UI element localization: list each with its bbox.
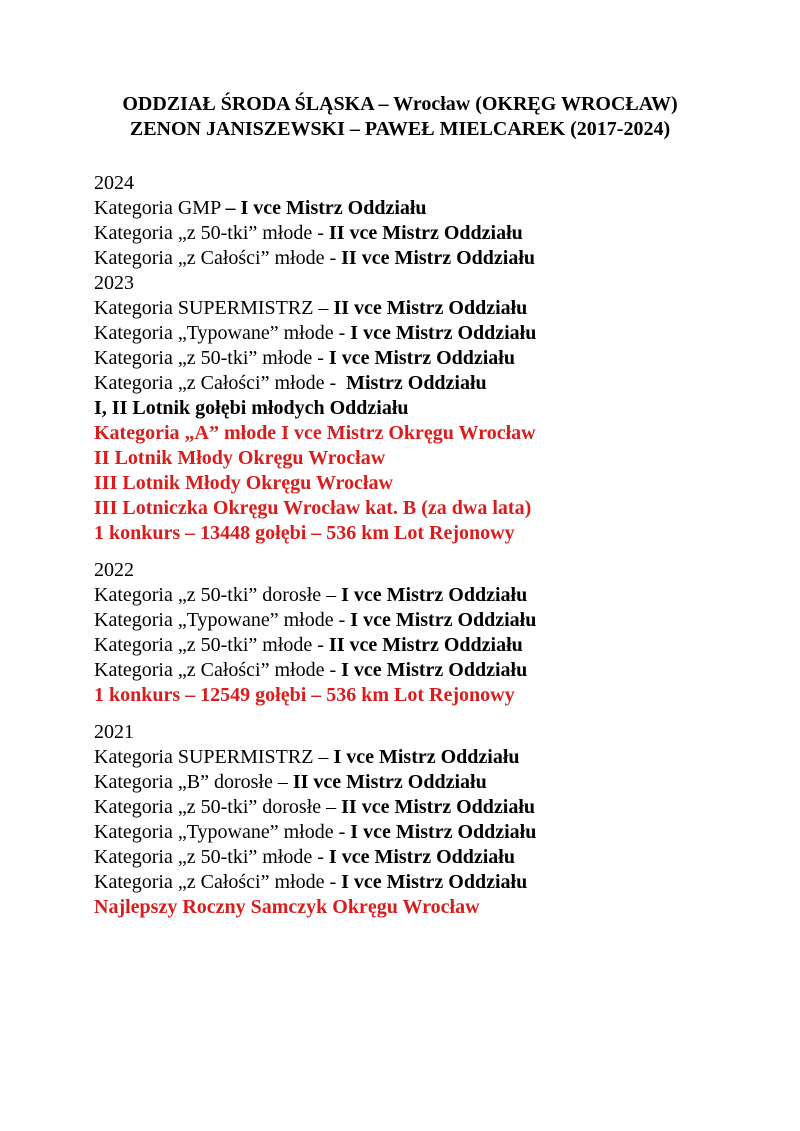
achievement-line <box>94 396 706 421</box>
line-regular-text: Kategoria „z 50-tki” młode - <box>94 634 329 656</box>
achievement-line <box>94 521 706 546</box>
line-bold-text: I vce Mistrz Oddziału <box>341 659 528 681</box>
line-regular-text: Kategoria GMP <box>94 197 226 219</box>
line-bold-text: I vce Mistrz Oddziału <box>350 322 537 344</box>
line-bold-text: II vce Mistrz Oddziału <box>328 222 523 244</box>
line-bold-text: I vce Mistrz Oddziału <box>350 821 537 843</box>
line-bold-text: III Lotnik Młody Okręgu Wrocław <box>94 472 393 494</box>
achievement-line <box>94 371 706 396</box>
line-bold-text: – I vce Mistrz Oddziału <box>225 197 427 219</box>
line-regular-text: Kategoria „z Całości” młode - <box>94 659 342 681</box>
line-bold-text: I vce Mistrz Oddziału <box>328 846 515 868</box>
year-heading: 2022 <box>94 559 134 581</box>
achievement-line <box>94 446 706 471</box>
achievement-line <box>94 321 706 346</box>
line-regular-text: Kategoria „z 50-tki” młode - <box>94 846 329 868</box>
year-heading: 2024 <box>94 172 134 194</box>
achievement-line <box>94 745 706 770</box>
line-regular-text: Kategoria „z Całości” młode - <box>94 247 342 269</box>
achievement-line <box>94 196 706 221</box>
line-bold-text: II vce Mistrz Oddziału <box>341 247 535 269</box>
year-heading: 2023 <box>94 272 134 294</box>
year-section-2024 <box>94 171 706 271</box>
line-regular-text: Kategoria „z 50-tki” dorosłe – <box>94 796 342 818</box>
line-regular-text: Kategoria „Typowane” młode - <box>94 609 351 631</box>
line-bold-text: II vce Mistrz Oddziału <box>292 771 487 793</box>
achievement-line <box>94 870 706 895</box>
document-title-line-1: ODDZIAŁ ŚRODA ŚLĄSKA – Wrocław (OKRĘG WROCŁAW) <box>122 93 678 115</box>
line-regular-text: Kategoria „B” dorosłe – <box>94 771 293 793</box>
achievement-line <box>94 421 706 446</box>
line-regular-text: Kategoria „z Całości” młode - <box>94 871 342 893</box>
achievement-line <box>94 246 706 271</box>
achievement-line <box>94 845 706 870</box>
achievement-line <box>94 296 706 321</box>
line-bold-text: II Lotnik Młody Okręgu Wrocław <box>94 447 386 469</box>
year-section-2022 <box>94 558 706 708</box>
document-header <box>94 92 706 142</box>
line-regular-text: Kategoria „z Całości” młode - <box>94 372 347 394</box>
year-heading: 2021 <box>94 721 134 743</box>
achievement-line <box>94 633 706 658</box>
achievement-line <box>94 658 706 683</box>
line-bold-text: I vce Mistrz Oddziału <box>328 347 515 369</box>
line-bold-text: 1 konkurs – 12549 gołębi – 536 km Lot Rejonowy <box>94 684 515 706</box>
line-bold-text: III Lotniczka Okręgu Wrocław kat. B (za dwa lata) <box>94 497 532 519</box>
achievement-line <box>94 221 706 246</box>
year-section-2021 <box>94 720 706 920</box>
achievement-line <box>94 496 706 521</box>
line-bold-text: II vce Mistrz Oddziału <box>341 796 536 818</box>
achievement-line <box>94 583 706 608</box>
achievement-line <box>94 346 706 371</box>
line-bold-text: Kategoria „A” młode I vce Mistrz Okręgu Wrocław <box>94 422 536 444</box>
line-bold-text: I vce Mistrz Oddziału <box>341 871 528 893</box>
line-bold-text: II vce Mistrz Oddziału <box>333 297 528 319</box>
line-regular-text: Kategoria SUPERMISTRZ – <box>94 746 334 768</box>
line-regular-text: Kategoria „z 50-tki” młode - <box>94 222 329 244</box>
line-regular-text: Kategoria SUPERMISTRZ – <box>94 297 334 319</box>
line-bold-text: II vce Mistrz Oddziału <box>328 634 523 656</box>
line-bold-text: I vce Mistrz Oddziału <box>333 746 520 768</box>
achievement-line <box>94 608 706 633</box>
year-section-2023 <box>94 271 706 546</box>
line-bold-text: 1 konkurs – 13448 gołębi – 536 km Lot Rejonowy <box>94 522 515 544</box>
achievement-line <box>94 820 706 845</box>
line-regular-text: Kategoria „Typowane” młode - <box>94 821 351 843</box>
achievement-line <box>94 895 706 920</box>
line-bold-text: Mistrz Oddziału <box>346 372 487 394</box>
achievement-line <box>94 683 706 708</box>
achievement-line <box>94 795 706 820</box>
line-bold-text: Najlepszy Roczny Samczyk Okręgu Wrocław <box>94 896 480 918</box>
document-title-line-2: ZENON JANISZEWSKI – PAWEŁ MIELCAREK (2017-2024) <box>129 118 671 140</box>
line-bold-text: I vce Mistrz Oddziału <box>350 609 537 631</box>
achievement-line <box>94 471 706 496</box>
line-bold-text: I, II Lotnik gołębi młodych Oddziału <box>94 397 409 419</box>
document-body <box>94 171 706 920</box>
line-bold-text: I vce Mistrz Oddziału <box>341 584 528 606</box>
line-regular-text: Kategoria „z 50-tki” dorosłe – <box>94 584 342 606</box>
line-regular-text: Kategoria „Typowane” młode - <box>94 322 351 344</box>
line-regular-text: Kategoria „z 50-tki” młode - <box>94 347 329 369</box>
achievement-line <box>94 770 706 795</box>
